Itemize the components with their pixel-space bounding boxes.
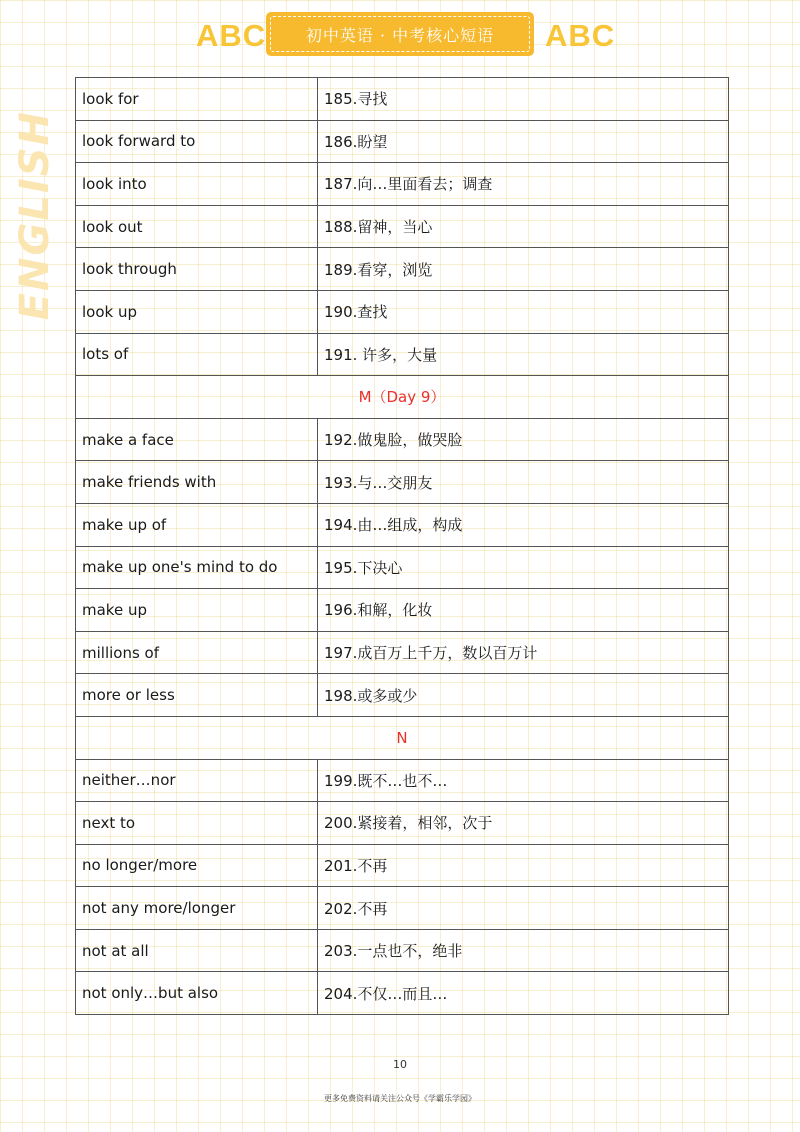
phrase-chinese: 193.与…交朋友 <box>318 461 729 504</box>
phrase-english: lots of <box>76 333 318 376</box>
table-row <box>76 929 729 972</box>
phrase-chinese: 187.向…里面看去；调查 <box>318 163 729 206</box>
table-row <box>76 461 729 504</box>
phrase-english: make up one's mind to do <box>76 546 318 589</box>
phrase-chinese: 199.既不…也不… <box>318 759 729 802</box>
phrase-table <box>75 77 729 1015</box>
page-title: 初中英语 · 中考核心短语 <box>270 16 530 52</box>
table-row <box>76 78 729 121</box>
table-row <box>76 887 729 930</box>
table-row <box>76 802 729 845</box>
phrase-chinese: 197.成百万上千万，数以百万计 <box>318 631 729 674</box>
title-banner <box>266 12 534 56</box>
phrase-english: make up of <box>76 503 318 546</box>
phrase-chinese: 191. 许多，大量 <box>318 333 729 376</box>
phrase-chinese: 186.盼望 <box>318 120 729 163</box>
section-heading: N <box>76 716 729 759</box>
phrase-english: look for <box>76 78 318 121</box>
phrase-chinese: 201.不再 <box>318 844 729 887</box>
phrase-english: look into <box>76 163 318 206</box>
table-row <box>76 546 729 589</box>
phrase-english: next to <box>76 802 318 845</box>
phrase-chinese: 200.紧接着，相邻，次于 <box>318 802 729 845</box>
table-row <box>76 418 729 461</box>
phrase-chinese: 198.或多或少 <box>318 674 729 717</box>
phrase-english: look forward to <box>76 120 318 163</box>
phrase-table-body <box>76 78 729 1015</box>
page-number: 10 <box>393 1058 407 1071</box>
table-row <box>76 589 729 632</box>
section-heading: M（Day 9） <box>76 376 729 419</box>
table-row <box>76 972 729 1015</box>
phrase-english: more or less <box>76 674 318 717</box>
abc-left-label: ABC <box>196 18 267 53</box>
table-row <box>76 205 729 248</box>
table-row <box>76 333 729 376</box>
table-row <box>76 844 729 887</box>
section-row <box>76 376 729 419</box>
table-row <box>76 248 729 291</box>
phrase-english: millions of <box>76 631 318 674</box>
phrase-chinese: 196.和解，化妆 <box>318 589 729 632</box>
phrase-chinese: 190.查找 <box>318 290 729 333</box>
table-row <box>76 163 729 206</box>
phrase-chinese: 188.留神，当心 <box>318 205 729 248</box>
phrase-english: make friends with <box>76 461 318 504</box>
table-row <box>76 759 729 802</box>
phrase-chinese: 202.不再 <box>318 887 729 930</box>
phrase-chinese: 192.做鬼脸，做哭脸 <box>318 418 729 461</box>
phrase-english: neither…nor <box>76 759 318 802</box>
phrase-chinese: 194.由…组成，构成 <box>318 503 729 546</box>
table-row <box>76 674 729 717</box>
phrase-english: look up <box>76 290 318 333</box>
english-watermark: ENGLISH <box>12 110 58 321</box>
phrase-english: look out <box>76 205 318 248</box>
phrase-english: make up <box>76 589 318 632</box>
phrase-english: no longer/more <box>76 844 318 887</box>
phrase-english: not any more/longer <box>76 887 318 930</box>
phrase-english: look through <box>76 248 318 291</box>
table-row <box>76 120 729 163</box>
phrase-chinese: 203.一点也不，绝非 <box>318 929 729 972</box>
table-row <box>76 290 729 333</box>
phrase-chinese: 204.不仅…而且… <box>318 972 729 1015</box>
phrase-english: make a face <box>76 418 318 461</box>
page-header <box>0 10 800 60</box>
table-row <box>76 503 729 546</box>
footer-note: 更多免费资料请关注公众号《学霸乐学园》 <box>324 1094 476 1103</box>
section-row <box>76 716 729 759</box>
table-row <box>76 631 729 674</box>
abc-right-label: ABC <box>545 18 616 53</box>
phrase-english: not only…but also <box>76 972 318 1015</box>
phrase-chinese: 185.寻找 <box>318 78 729 121</box>
phrase-english: not at all <box>76 929 318 972</box>
phrase-chinese: 189.看穿，浏览 <box>318 248 729 291</box>
phrase-chinese: 195.下决心 <box>318 546 729 589</box>
